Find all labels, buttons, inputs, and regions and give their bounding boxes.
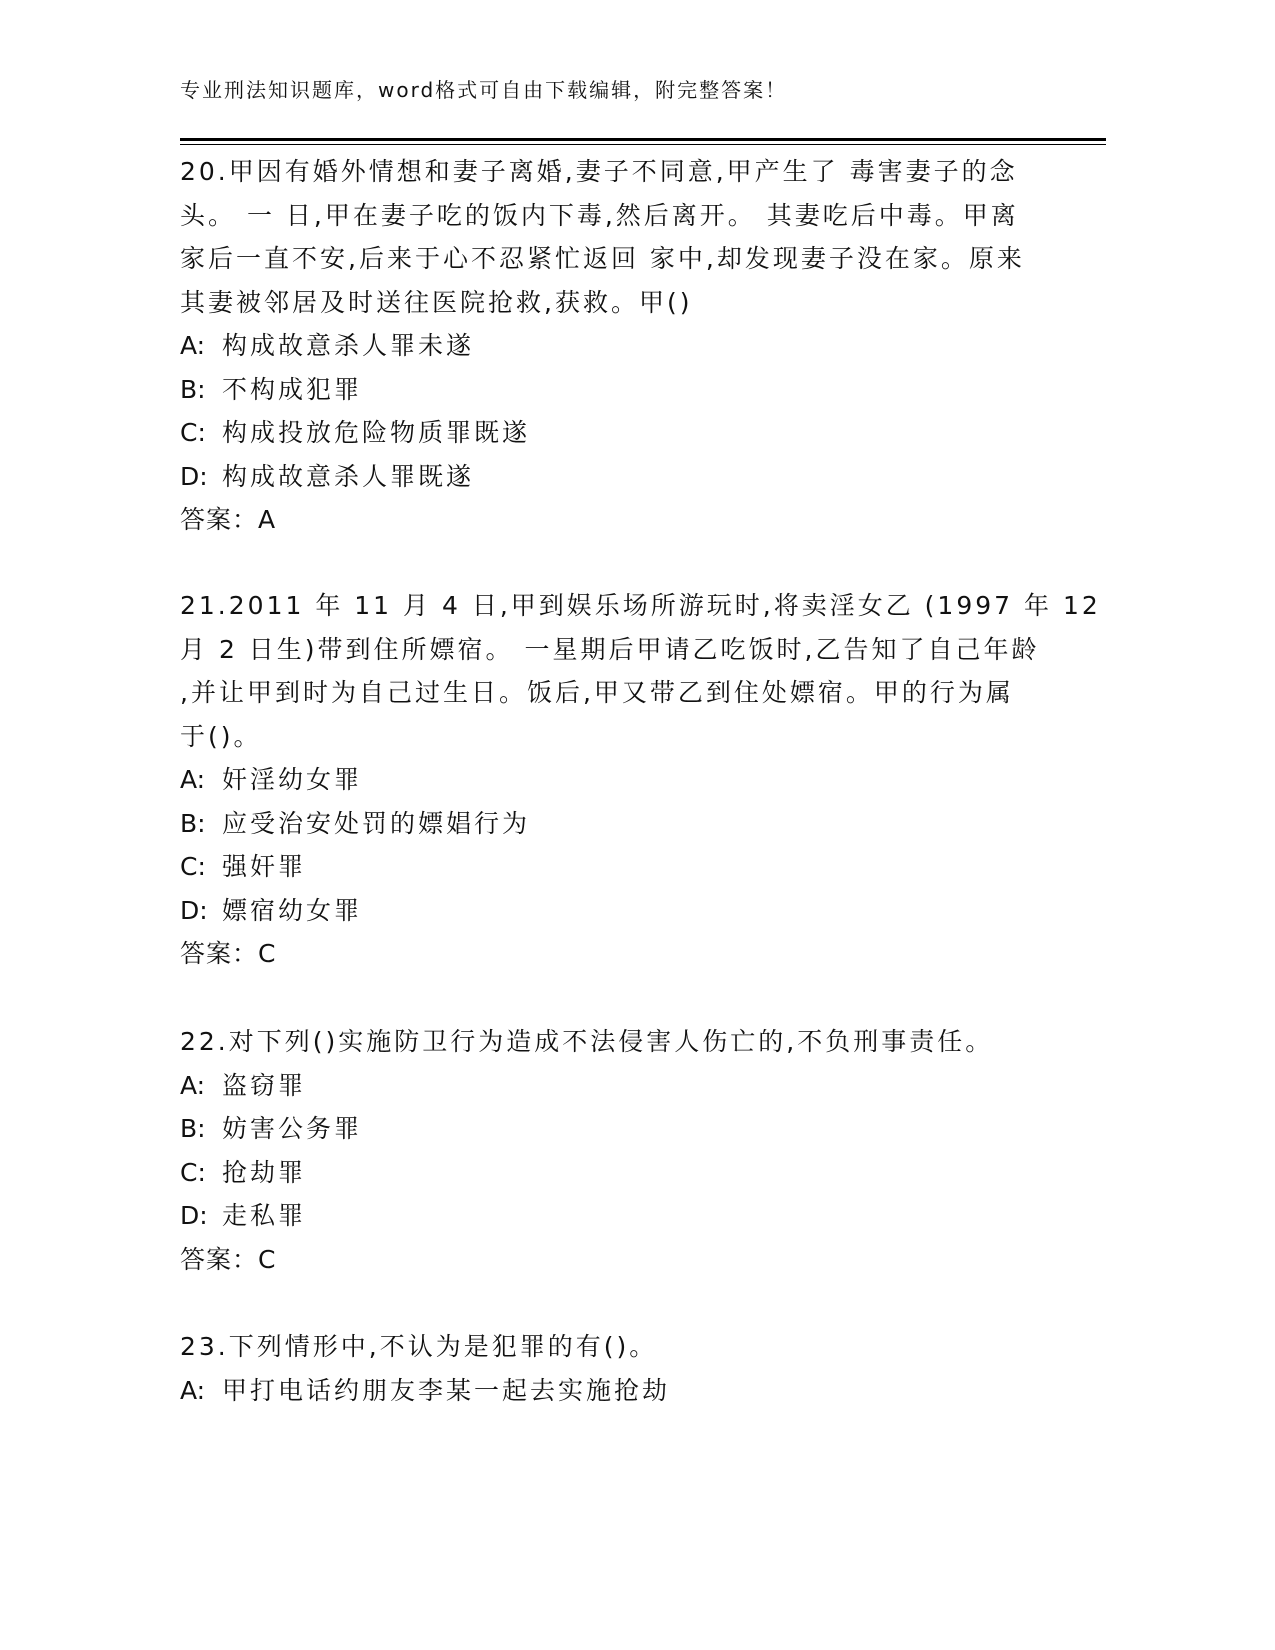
option-b xyxy=(180,368,1040,412)
option-c xyxy=(180,1151,1040,1195)
header-rule-thin xyxy=(180,144,1106,145)
question-text-line: 家后一直不安,后来于心不忍紧忙返回 家中,却发现妻子没在家。原来 xyxy=(180,244,1025,273)
option-text: 走私罪 xyxy=(222,1201,307,1230)
option-key: A: xyxy=(180,331,206,360)
option-text: 盗窃罪 xyxy=(222,1070,307,1100)
question-text-line: 头。 一 日,甲在妻子吃的饭内下毒,然后离开。 其妻吃后中毒。甲离 xyxy=(180,200,1019,230)
option-d xyxy=(180,889,1040,933)
question-text-line: ,并让甲到时为自己过生日。饭后,甲又带乙到住处嫖宿。甲的行为属 xyxy=(180,678,1014,707)
option-text: 应受治安处罚的嫖娼行为 xyxy=(222,808,531,838)
option-key: D: xyxy=(180,461,208,491)
option-key: A: xyxy=(180,1375,206,1405)
option-text: 妨害公务罪 xyxy=(222,1114,363,1143)
option-a xyxy=(180,324,1040,368)
option-key: B: xyxy=(180,374,206,404)
option-text: 甲打电话约朋友李某一起去实施抢劫 xyxy=(222,1375,671,1405)
option-c xyxy=(180,411,1040,455)
option-key: C: xyxy=(180,1157,206,1187)
question-text-line: 其妻被邻居及时送往医院抢救,获救。甲() xyxy=(180,287,693,317)
option-text: 不构成犯罪 xyxy=(222,374,363,404)
header-rule-thick xyxy=(180,138,1106,141)
option-key: D: xyxy=(180,895,208,925)
option-key: C: xyxy=(180,852,206,881)
question-20 xyxy=(180,150,1040,542)
option-c xyxy=(180,845,1040,889)
page-header: 专业刑法知识题库，word格式可自由下载编辑，附完整答案！ xyxy=(180,78,788,102)
question-text-line: 20.甲因有婚外情想和妻子离婚,妻子不同意,甲产生了 毒害妻子的念 xyxy=(180,157,1018,186)
option-text: 构成投放危险物质罪既遂 xyxy=(222,418,531,447)
question-text-line: 23.下列情形中,不认为是犯罪的有()。 xyxy=(180,1332,658,1361)
question-21 xyxy=(180,584,1101,976)
question-22 xyxy=(180,1020,1040,1281)
option-key: D: xyxy=(180,1201,208,1230)
option-text: 构成故意杀人罪未遂 xyxy=(222,331,475,360)
option-d xyxy=(180,1194,1040,1238)
option-text: 嫖宿幼女罪 xyxy=(222,895,363,925)
option-a xyxy=(180,758,1040,802)
option-key: C: xyxy=(180,418,206,447)
question-text-line: 月 2 日生)带到住所嫖宿。 一星期后甲请乙吃饭时,乙告知了自己年龄 xyxy=(180,634,1040,664)
option-d xyxy=(180,455,1040,499)
option-text: 奸淫幼女罪 xyxy=(222,765,363,794)
option-key: B: xyxy=(180,1114,206,1143)
option-key: A: xyxy=(180,765,206,794)
answer: 答案：C xyxy=(180,1244,277,1274)
option-a xyxy=(180,1064,1040,1108)
answer: 答案：A xyxy=(180,505,277,534)
question-23 xyxy=(180,1325,1040,1412)
option-key: A: xyxy=(180,1070,206,1100)
question-text-line: 21.2011 年 11 月 4 日,甲到娱乐场所游玩时,将卖淫女乙 (1997 年 12 xyxy=(180,591,1101,620)
question-text-line: 22.对下列()实施防卫行为造成不法侵害人伤亡的,不负刑事责任。 xyxy=(180,1027,994,1056)
option-a xyxy=(180,1369,1040,1413)
option-b xyxy=(180,1107,1040,1151)
option-key: B: xyxy=(180,808,206,838)
option-text: 抢劫罪 xyxy=(222,1157,307,1187)
question-text-line: 于()。 xyxy=(180,721,262,751)
answer: 答案：C xyxy=(180,939,277,968)
option-b xyxy=(180,802,1040,846)
option-text: 强奸罪 xyxy=(222,852,307,881)
option-text: 构成故意杀人罪既遂 xyxy=(222,461,475,491)
